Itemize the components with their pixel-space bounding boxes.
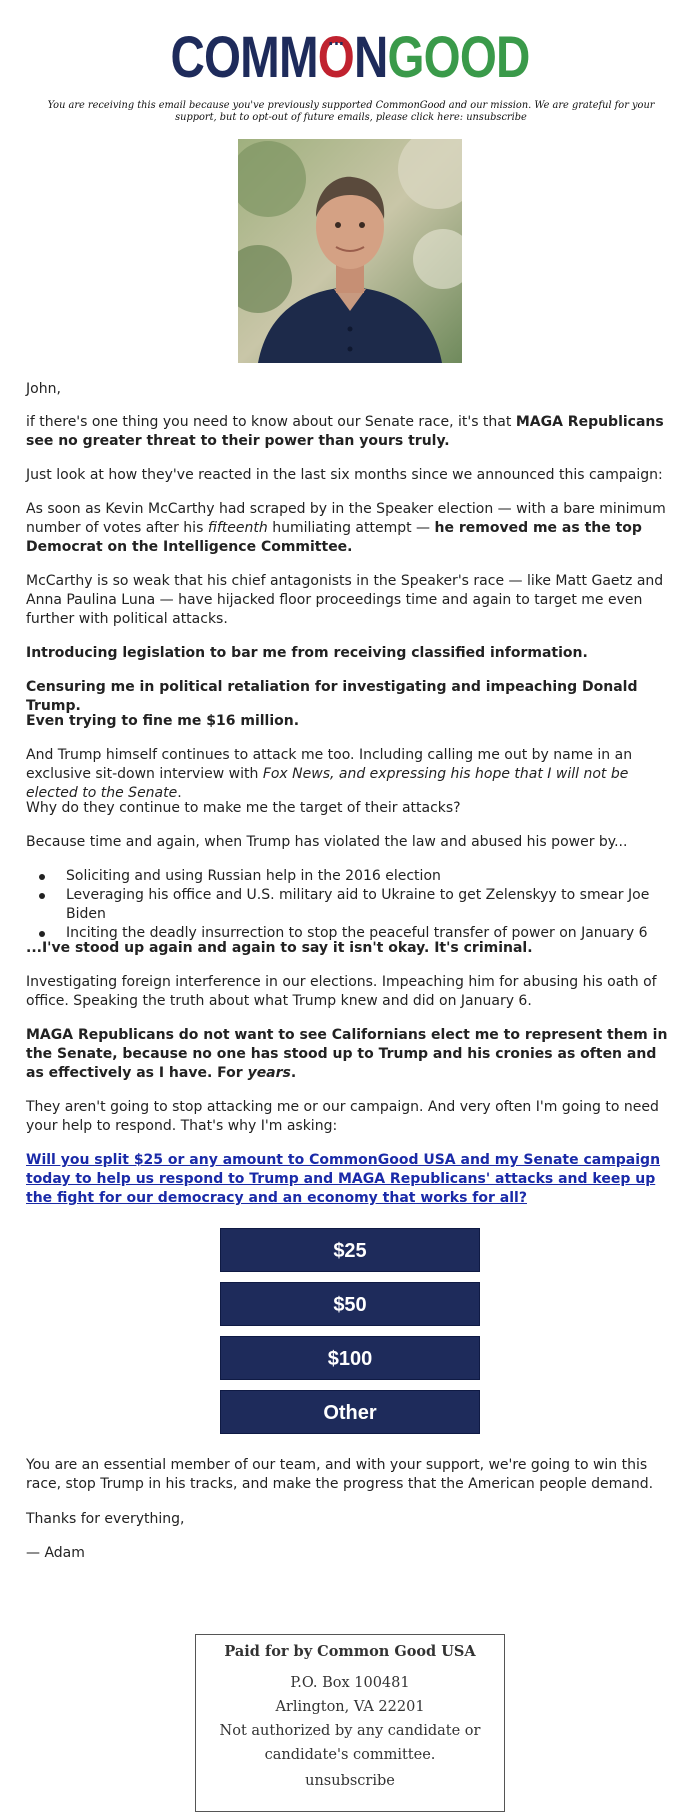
logo-o-star: O <box>317 25 354 90</box>
paragraph-2: Just look at how they've reacted in the last six months since we announced this campaign: <box>26 467 663 483</box>
p8-italic: Fox News, and expressing his hope that I will not be elected to the Senate <box>26 766 629 801</box>
cta-paragraph <box>26 1151 676 1208</box>
paragraph-5: Introducing legislation to bar me from receiving classified information. <box>26 645 588 661</box>
donate-100-button[interactable]: $100 <box>220 1336 480 1380</box>
commongood-logo <box>63 25 637 90</box>
p3-italic: fifteenth <box>207 520 268 536</box>
paid-for-box <box>195 1634 505 1812</box>
logo-n: N <box>353 25 388 90</box>
p3-bold: he removed me as the top Democrat on the Intelligence Committee. <box>26 520 642 555</box>
greeting: John, <box>26 381 61 397</box>
p13-text: MAGA Republicans do not want to see Californians elect me to represent them in the Senate, because no one has stood up to Trump and his cronies as often and as effectively as I have. For <box>26 1027 668 1081</box>
donate-50-button[interactable]: $50 <box>220 1282 480 1326</box>
paid-for-label: Paid for by Common Good USA <box>224 1643 476 1660</box>
p3-text-2: humiliating attempt — <box>267 520 435 536</box>
optout-unsubscribe-link[interactable]: unsubscribe <box>466 112 527 123</box>
portrait-image <box>238 139 462 363</box>
paragraph-13 <box>26 1026 676 1083</box>
p13-italic: years <box>247 1065 291 1081</box>
donate-other-button[interactable]: Other <box>220 1390 480 1434</box>
bullet-list-container <box>26 867 676 943</box>
p3-text: As soon as Kevin McCarthy had scraped by in the Speaker election — with a bare minimum number of votes after his <box>26 501 666 536</box>
paragraph-12: Investigating foreign interference in our elections. Impeaching him for abusing his oath of office. Speaking the truth about what Trump knew and did on January 6. <box>26 974 657 1009</box>
p8-text: And Trump himself continues to attack me too. Including calling me out by name in an exclusive sit-down interview with <box>26 747 633 782</box>
paragraph-10: Because time and again, when Trump has violated the law and abused his power by... <box>26 834 628 850</box>
footer-unsubscribe-link[interactable]: unsubscribe <box>305 1773 395 1789</box>
p1-bold: MAGA Republicans see no greater threat to their power than yours truly. <box>26 414 664 449</box>
list-item: Inciting the deadly insurrection to stop the peaceful transfer of power on January 6 <box>26 924 676 943</box>
paragraph-3 <box>26 500 676 557</box>
optout-notice <box>28 100 674 124</box>
donate-25-button[interactable]: $25 <box>220 1228 480 1272</box>
p1-text: if there's one thing you need to know about our Senate race, it's that <box>26 414 516 430</box>
paragraph-15: You are an essential member of our team, and with your support, we're going to win this race, stop Trump in his tracks, and make the progress that the American people demand. <box>26 1457 654 1492</box>
footer-address <box>196 1671 504 1767</box>
city-state: Arlington, VA 22201 <box>275 1699 425 1715</box>
paragraph-8 <box>26 746 676 803</box>
paragraph-9: Why do they continue to make me the target of their attacks? <box>26 800 461 816</box>
p13-end: . <box>290 1065 297 1081</box>
list-item: Soliciting and using Russian help in the 2016 election <box>26 867 676 886</box>
po-box: P.O. Box 100481 <box>290 1675 410 1691</box>
paragraph-1 <box>26 413 676 451</box>
logo-common: COMM <box>170 25 318 90</box>
logo-good: GOOD <box>387 25 530 90</box>
p8-end: . <box>177 785 182 801</box>
signoff: — Adam <box>26 1545 85 1561</box>
donate-cta-link[interactable]: Will you split $25 or any amount to CommonGood USA and my Senate campaign today to help us respond to Trump and MAGA Republicans' attacks and keep up the fight for our democracy and an economy that works for all? <box>26 1152 661 1206</box>
candidate-photo <box>238 139 462 363</box>
list-item: Leveraging his office and U.S. military aid to Ukraine to get Zelenskyy to smear Joe Biden <box>26 886 676 924</box>
paragraph-11: ...I've stood up again and again to say it isn't okay. It's criminal. <box>26 940 533 956</box>
paragraph-4: McCarthy is so weak that his chief antagonists in the Speaker's race — like Matt Gaetz and Anna Paulina Luna — have hijacked floor proceedings time and again to target me even further with political attacks. <box>26 573 664 627</box>
paragraph-7: Even trying to fine me $16 million. <box>26 713 300 729</box>
paragraph-6: Censuring me in political retaliation for investigating and impeaching Donald Trump. <box>26 679 638 714</box>
optout-text: You are receiving this email because you've previously supported CommonGood and our mission. We are grateful for your support, but to opt-out of future emails, please click here: <box>47 100 655 123</box>
paragraph-16: Thanks for everything, <box>26 1511 185 1527</box>
disclaimer-line-1: Not authorized by any candidate or <box>219 1723 481 1739</box>
disclaimer-line-2: candidate's committee. <box>264 1747 436 1763</box>
bullet-list <box>26 867 676 943</box>
paragraph-14: They aren't going to stop attacking me or our campaign. And very often I'm going to need your help to respond. That's why I'm asking: <box>26 1099 659 1134</box>
